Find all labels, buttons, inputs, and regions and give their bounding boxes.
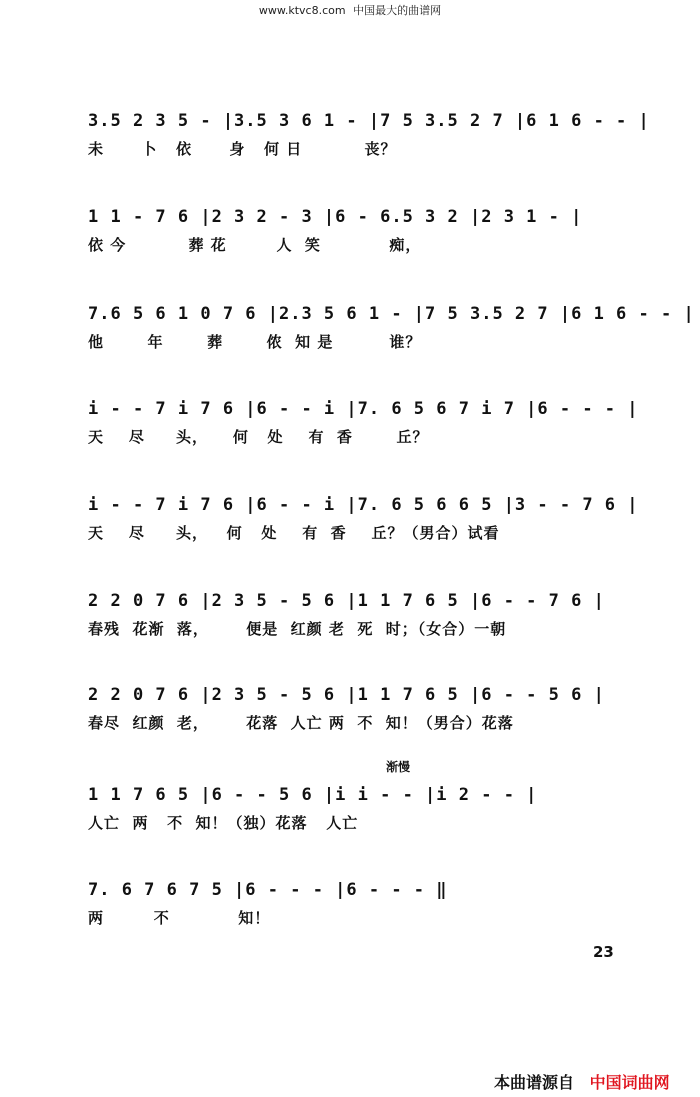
score-line-9 — [88, 873, 628, 931]
lyrics-line: 天 尽 头， 何 处 有 香 丘？（男合）试看 — [88, 524, 500, 542]
notation-line: 1 1 7 6 5 |6 - - 5 6 |i i - - |i 2 - - | — [88, 785, 538, 805]
tempo-marking: 渐慢 — [386, 760, 411, 774]
site-tagline: 中国最大的曲谱网 — [353, 4, 442, 17]
lyrics-line: 春尽 红颜 老， 花落 人亡 两 不 知！（男合）花落 — [88, 714, 514, 732]
lyrics-line: 人亡 两 不 知！（独）花落 人亡 — [88, 814, 359, 832]
source-footer — [494, 1070, 670, 1093]
notation-line: 7.6 5 6 1 0 7 6 |2.3 5 6 1 - |7 5 3.5 2 7 |6 1 6 - - | — [88, 304, 695, 324]
score-line-1 — [88, 104, 650, 162]
site-header — [0, 2, 700, 18]
lyrics-line: 天 尽 头， 何 处 有 香 丘？ — [88, 428, 429, 446]
score-line-7 — [88, 678, 628, 736]
score-line-5 — [88, 488, 639, 546]
lyrics-line: 春残 花渐 落， 便是 红颜 老 死 时；（女合）一朝 — [88, 620, 507, 638]
lyrics-line: 两 不 知！ — [88, 909, 271, 927]
score-line-3 — [88, 297, 695, 355]
notation-line: 2 2 0 7 6 |2 3 5 - 5 6 |1 1 7 6 5 |6 - - 7 6 | — [88, 591, 605, 611]
site-url[interactable]: www.ktvc8.com — [258, 4, 346, 17]
lyrics-line: 他 年 葬 侬 知 是 谁？ — [88, 333, 422, 351]
lyrics-line: 未 卜 依 身 何 日 丧？ — [88, 140, 397, 158]
score-line-8 — [88, 778, 628, 836]
source-site-name[interactable]: 中国词曲网 — [589, 1073, 670, 1092]
score-line-4 — [88, 392, 639, 450]
notation-line: i - - 7 i 7 6 |6 - - i |7. 6 5 6 6 5 |3 - - 7 6 | — [88, 495, 639, 515]
page-number: 23 — [593, 943, 614, 961]
score-line-2 — [88, 200, 628, 258]
source-label: 本曲谱源自 — [494, 1073, 575, 1092]
notation-line: 3.5 2 3 5 - |3.5 3 6 1 - |7 5 3.5 2 7 |6 1 6 - - | — [88, 111, 650, 131]
lyrics-line: 依 今 葬 花 人 笑 痴， — [88, 236, 422, 254]
notation-line: i - - 7 i 7 6 |6 - - i |7. 6 5 6 7 i 7 |6 - - - | — [88, 399, 639, 419]
notation-line: 7. 6 7 6 7 5 |6 - - - |6 - - - ‖ — [88, 880, 448, 900]
score-line-6 — [88, 584, 628, 642]
notation-line: 1 1 - 7 6 |2 3 2 - 3 |6 - 6.5 3 2 |2 3 1 - | — [88, 207, 583, 227]
notation-line: 2 2 0 7 6 |2 3 5 - 5 6 |1 1 7 6 5 |6 - - 5 6 | — [88, 685, 605, 705]
